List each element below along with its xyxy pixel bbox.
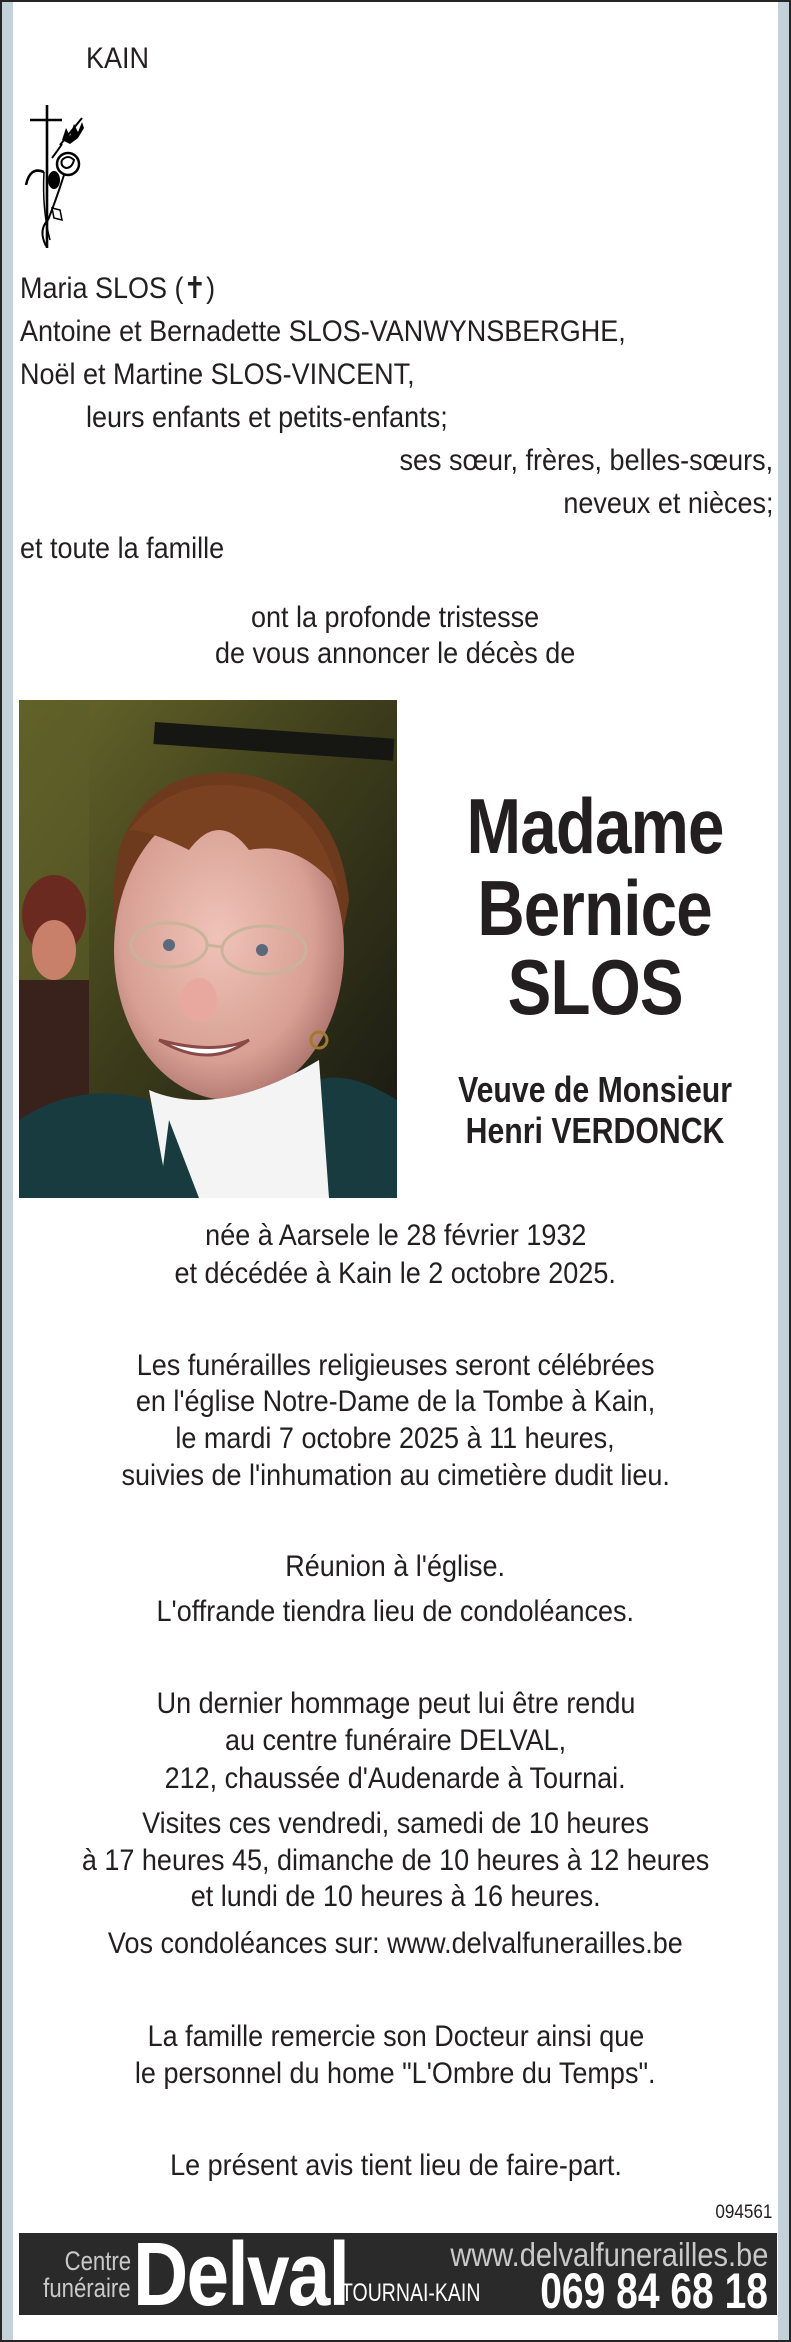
funeral-line: le mardi 7 octobre 2025 à 11 heures, — [175, 1422, 616, 1455]
family-line: et toute la famille — [20, 532, 225, 565]
funeral-home-website[interactable]: www.delvalfunerailles.be — [450, 2236, 768, 2273]
widow-line: Veuve de Monsieur — [458, 1069, 732, 1110]
family-line: leurs enfants et petits-enfants; — [86, 401, 448, 434]
visiting-hours-line: Visites ces vendredi, samedi de 10 heures — [142, 1807, 649, 1840]
funeral-line: suivies de l'inhumation au cimetière dudit lieu. — [121, 1459, 670, 1492]
tribute-address: 212, chaussée d'Audenarde à Tournai. — [164, 1762, 626, 1795]
deceased-title: Madame — [466, 782, 724, 870]
tribute-line: au centre funéraire DELVAL, — [224, 1724, 567, 1757]
cross-with-wheat-and-rose-icon — [22, 100, 92, 250]
funeral-home-logo: Delval — [133, 2233, 349, 2315]
tribute-line: Un dernier hommage peut lui être rendu — [156, 1687, 635, 1720]
funeral-line: en l'église Notre-Dame de la Tombe à Kain, — [135, 1385, 656, 1418]
condolences-link[interactable]: Vos condoléances sur: www.delvalfunerailles.be — [108, 1927, 683, 1960]
gathering-line: L'offrande tiendra lieu de condoléances. — [156, 1595, 635, 1628]
frame-stripe-left — [2, 2, 13, 2340]
family-line: neveux et nièces; — [562, 487, 773, 520]
closing-line: Le présent avis tient lieu de faire-part. — [169, 2149, 622, 2182]
family-line: Noël et Martine SLOS-VINCENT, — [20, 358, 415, 391]
funeral-home-label: Centre funéraire — [43, 2246, 131, 2303]
thanks-line: le personnel du home "L'Ombre du Temps". — [135, 2057, 656, 2090]
deceased-photo — [19, 700, 397, 1198]
announcement-line: de vous annoncer le décès de — [215, 637, 576, 670]
widow-spouse-name: Henri VERDONCK — [465, 1110, 725, 1151]
funeral-home-banner — [19, 2233, 777, 2315]
family-line: Maria SLOS (✝) — [20, 272, 216, 305]
gathering-line: Réunion à l'église. — [285, 1550, 506, 1583]
frame-stripe-right — [778, 2, 789, 2340]
family-line: ses sœur, frères, belles-sœurs, — [399, 444, 773, 477]
funeral-home-phone[interactable]: 069 84 68 18 — [540, 2263, 768, 2315]
visiting-hours-line: à 17 heures 45, dimanche de 10 heures à 12 heures — [81, 1844, 710, 1877]
deceased-first-name: Bernice — [477, 864, 713, 952]
thanks-line: La famille remercie son Docteur ainsi que — [147, 2020, 644, 2053]
death-line: et décédée à Kain le 2 octobre 2025. — [174, 1257, 617, 1290]
funeral-line: Les funérailles religieuses seront célébrées — [136, 1349, 655, 1382]
announcement-line: ont la profonde tristesse — [251, 601, 540, 634]
locality-label: KAIN — [86, 42, 150, 75]
portrait-image — [19, 700, 397, 1198]
visiting-hours-line: et lundi de 10 heures à 16 heures. — [190, 1880, 601, 1913]
birth-line: née à Aarsele le 28 février 1932 — [204, 1219, 587, 1252]
family-line: Antoine et Bernadette SLOS-VANWYNSBERGHE, — [20, 315, 626, 348]
funeral-home-city: TOURNAI-KAIN — [341, 2279, 481, 2307]
deceased-last-name: SLOS — [507, 943, 683, 1031]
reference-number: 094561 — [714, 2202, 772, 2223]
